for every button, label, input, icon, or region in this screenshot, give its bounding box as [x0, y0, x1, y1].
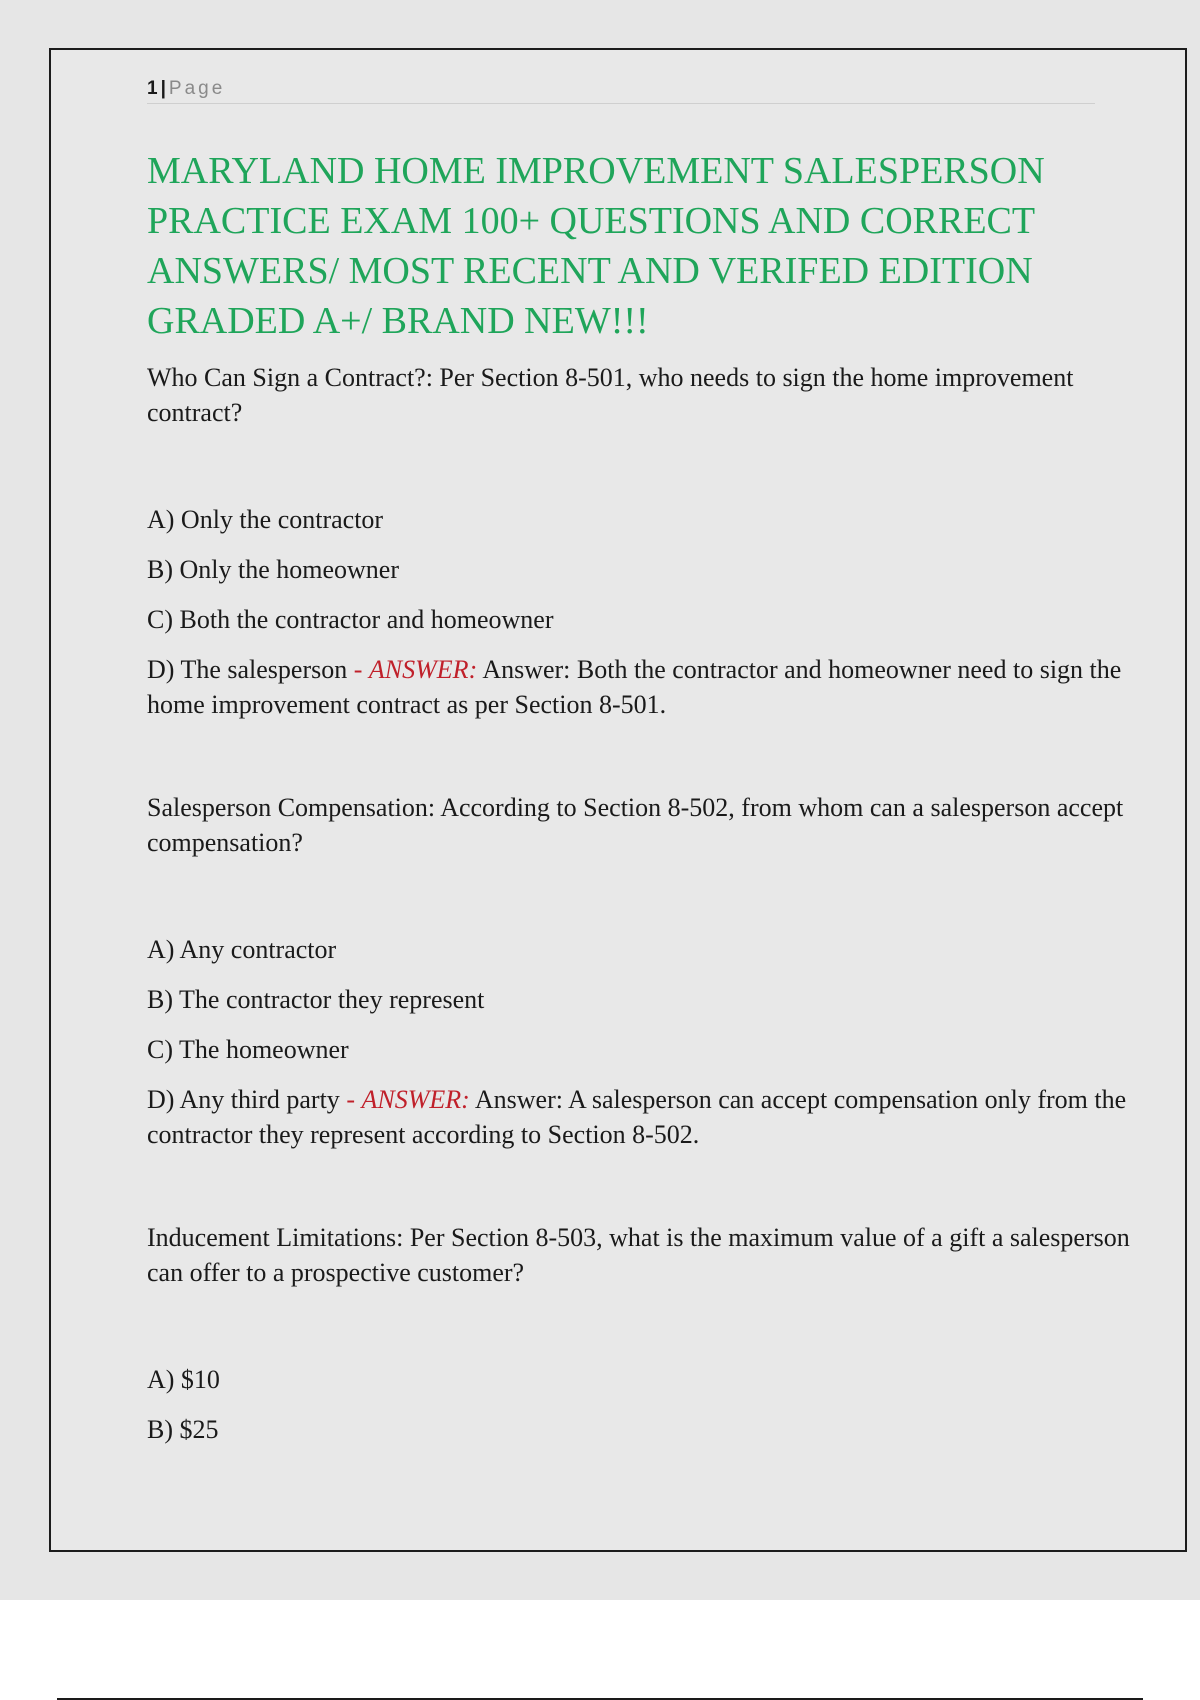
q2-option-d: D) Any third party [147, 1085, 340, 1114]
q2-option-b: B) The contractor they represent [147, 985, 485, 1014]
answer-dash: - [353, 655, 363, 684]
question-1: Who Can Sign a Contract?: Per Section 8-501, who needs to sign the home improvement contract? [147, 363, 1074, 427]
q1-option-b: B) Only the homeowner [147, 555, 400, 584]
q2-option-a: A) Any contractor [147, 935, 337, 964]
page-separator: | [160, 78, 166, 99]
question-3: Inducement Limitations: Per Section 8-503, what is the maximum value of a gift a salesperson can offer to a prospective customer? [147, 1223, 1130, 1287]
page-number: 1 [147, 78, 158, 99]
q1-option-d-with-answer [147, 652, 1137, 722]
q2-answer-text: Answer: A salesperson can accept compensation only from the contractor they represent according to Section 8-502. [147, 1085, 1127, 1149]
q3-option-b: B) $25 [147, 1415, 219, 1444]
document-page [49, 48, 1187, 1552]
page-label: Page [168, 78, 226, 99]
page-header [147, 74, 1095, 104]
q1-option-d: D) The salesperson [147, 655, 348, 684]
document-title: MARYLAND HOME IMPROVEMENT SALESPERSON PRACTICE EXAM 100+ QUESTIONS AND CORRECT ANSWERS/ MOST RECENT AND VERIFED EDITION GRADED A+/ BRAND NEW!!! [147, 150, 1045, 342]
q1-answer-text: Answer: Both the contractor and homeowner need to sign the home improvement contract as per Section 8-501. [147, 655, 1122, 719]
question-2: Salesperson Compensation: According to Section 8-502, from whom can a salesperson accept compensation? [147, 793, 1124, 857]
q2-answer-label: ANSWER: [361, 1085, 470, 1114]
q2-option-d-with-answer [147, 1082, 1137, 1152]
q1-option-c: C) Both the contractor and homeowner [147, 605, 554, 634]
q2-option-c: C) The homeowner [147, 1035, 349, 1064]
q3-option-a: A) $10 [147, 1365, 220, 1394]
answer-dash: - [346, 1085, 355, 1114]
page-content [147, 146, 1137, 1462]
q1-answer-label: ANSWER: [368, 655, 478, 684]
q1-option-a: A) Only the contractor [147, 505, 384, 534]
